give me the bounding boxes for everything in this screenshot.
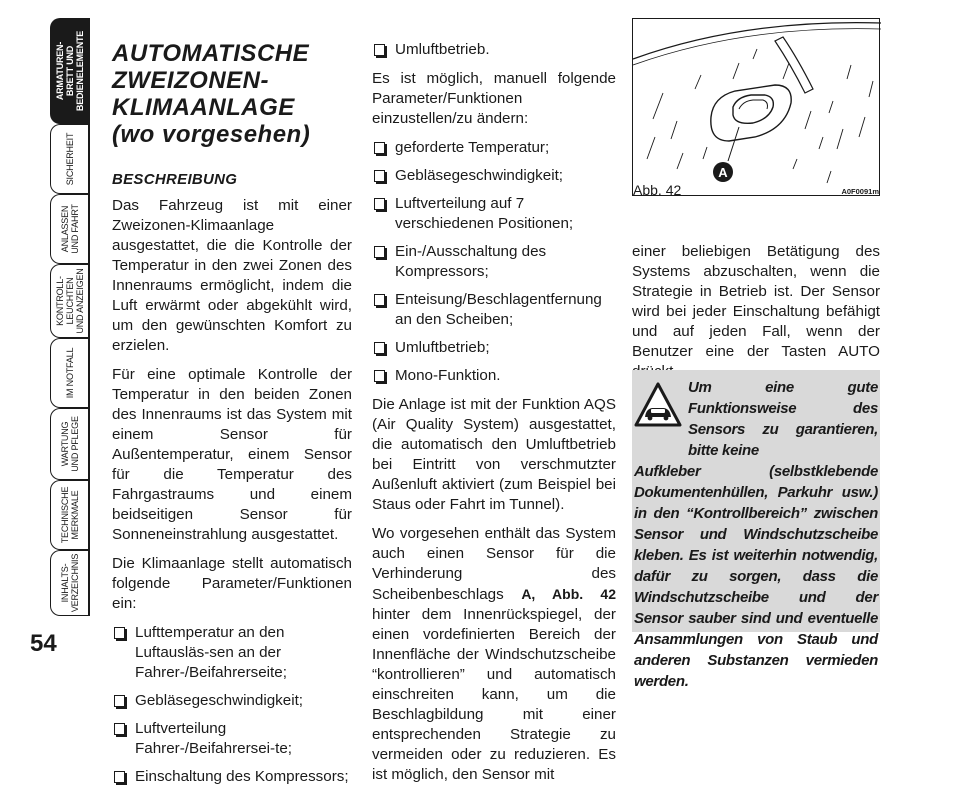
tab-label: KONTROLL- LEUCHTEN UND ANZEIGEN [54, 268, 85, 334]
sensor-illustration [633, 19, 881, 197]
list-item: Umluftbetrieb; [372, 338, 616, 358]
column-2 [372, 40, 616, 794]
tab-kontrollleuchten[interactable] [50, 264, 88, 338]
warning-body: Aufkleber (selbstklebende Dokumentenhüllen, Parkuhr usw.) in den “Kontrollbereich” zwischen Sensor und Windschutzscheibe kleben. Es ist weiterhin notwendig, dafür zu sorgen, dass die Windschutzscheibe und der Sensor sauber sind und eventuelle Ansammlungen von Staub und anderen Substanzen vermieden werden. [634, 463, 878, 690]
warning-text [634, 377, 878, 692]
title-line: AUTOMATISCHE [112, 40, 310, 67]
windscreen-edge [633, 23, 881, 59]
list-item: Gebläsegeschwindigkeit; [372, 166, 616, 186]
tab-anlassen-und-fahrt[interactable] [50, 194, 88, 264]
auto-parameter-list-continued [372, 40, 616, 60]
tab-label: ARMATUREN- BRETT UND BEDIENELEMENTE [54, 30, 85, 112]
text-run: Wo vorgesehen enthält das System auch einen Sensor für die Verhinderung des Scheibenbeschlags [372, 525, 616, 603]
paragraph [372, 524, 616, 785]
paragraph: Es ist möglich, manuell folgende Parameter/Funktionen einzustellen/zu ändern: [372, 70, 616, 127]
list-item: Gebläsegeschwindigkeit; [112, 691, 352, 711]
list-item: Lufttemperatur an den Luftausläs-sen an der Fahrer-/Beifahrerseite; [112, 623, 352, 683]
tab-armaturenbrett[interactable] [50, 18, 88, 124]
tab-label: INHALTS- VERZEICHNIS [59, 553, 80, 613]
auto-parameter-list [112, 623, 352, 787]
figure-caption: Abb. 42 [633, 182, 682, 198]
tab-label: IM NOTFALL [64, 347, 75, 399]
text-run: hinter dem Innenrückspiegel, der einen vordefinierten Bereich der Innenfläche der Windschutzscheibe “kontrollieren” und automatisch einschreiten kann, um die Beschlagbildung mit einer entsprechenden Strategie zu vermeiden oder zu reduzieren. Es ist möglich, den Sensor mit [372, 606, 616, 783]
list-item: Ein-/Ausschaltung des Kompressors; [372, 242, 616, 282]
page-title [112, 40, 352, 148]
tab-label: WARTUNG UND PFLEGE [59, 416, 80, 472]
column-3 [632, 18, 880, 391]
manual-parameter-list [372, 138, 616, 386]
list-item: Luftverteilung Fahrer-/Beifahrersei-te; [112, 719, 352, 759]
figure-reference: A, Abb. 42 [521, 586, 616, 602]
figure-code: A0F0091m [841, 187, 879, 196]
callout-a-label: A [718, 165, 728, 180]
warning-lead: Um eine gute Funktionsweise des Sensors zu garantieren, bitte keine [688, 379, 878, 459]
section-heading: BESCHREIBUNG [112, 171, 238, 188]
tab-wartung-und-pflege[interactable] [50, 408, 88, 480]
mirror-stem [775, 37, 813, 93]
tab-label: ANLASSEN UND FAHRT [59, 204, 80, 254]
index-rule [88, 18, 90, 616]
page-number: 54 [30, 630, 57, 657]
paragraph: Für eine optimale Kontrolle der Temperatur in den beiden Zonen des Innenraums ist das System mit einem Sensor für Außentemperatur, einem Sensor für die Temperatur des Fahrgastraums und einem beidseitigen Sensor für Sonneneinstrahlung ausgestattet. [112, 366, 352, 543]
paragraph: einer beliebigen Betätigung des Systems abzuschalten, wenn die Strategie in Betrieb ist. Der Sensor wird bei jeder Einschaltung befähigt und auf jeden Fall, wenn der Benutzer eine der Tasten AUTO [632, 243, 880, 360]
list-item: Umluftbetrieb. [372, 40, 616, 60]
title-line: ZWEIZONEN- [112, 67, 269, 94]
tab-label: TECHNISCHE MERKMALE [59, 486, 80, 544]
tab-im-notfall[interactable] [50, 338, 88, 408]
paragraph: Die Klimaanlage stellt automatisch folgende Parameter/Funktionen ein: [112, 555, 352, 612]
warning-box [632, 370, 880, 690]
tab-technische-merkmale[interactable] [50, 480, 88, 550]
list-item: Enteisung/Beschlagentfernung an den Scheiben; [372, 290, 616, 330]
thumb-index [0, 0, 100, 692]
title-line: KLIMAANLAGE [112, 94, 295, 121]
paragraph: Die Anlage ist mit der Funktion AQS (Air Quality System) ausgestattet, die automatisch den Umluftbetrieb bei Eintritt von verschmutzter Außenluft aktiviert (zum Beispiel bei Staus oder Fahrt im Tunnel). [372, 396, 616, 513]
column-1 [112, 40, 352, 796]
figure-frame [632, 18, 880, 196]
paragraph: Das Fahrzeug ist mit einer Zweizonen-Klimaanlage ausgestattet, die die Kontrolle der Temperatur in den zwei Zonen des Innenraums ermöglicht, indem die Luft erwärmt oder abgekühlt wird, um den gewünschten Komfort zu erzielen. [112, 197, 352, 354]
tab-label: SICHERHEIT [64, 132, 75, 186]
tab-sicherheit[interactable] [50, 124, 88, 194]
list-item: Mono-Funktion. [372, 366, 616, 386]
tab-inhaltsverzeichnis[interactable] [50, 550, 88, 616]
list-item: geforderte Temperatur; [372, 138, 616, 158]
title-line: (wo vorgesehen) [112, 121, 311, 148]
figure-42 [632, 18, 880, 238]
list-item: Einschaltung des Kompressors; [112, 767, 352, 787]
list-item: Luftverteilung auf 7 verschiedenen Positionen; [372, 194, 616, 234]
